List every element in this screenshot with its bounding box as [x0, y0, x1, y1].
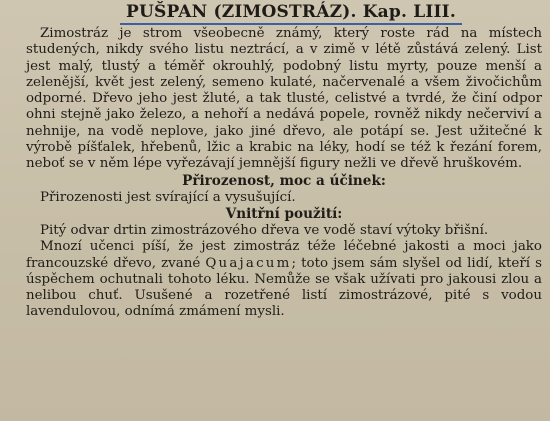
internal-use-paragraph: Pitý odvar drtin zimostrázového dřeva ve vodě staví výtoky břišní. — [40, 222, 489, 238]
description-paragraph: Zimostráz je strom všeobecně známý, který roste rád na místech studených, nikdy svého listu neztrácí, a v zimě v létě zůstává zelený. List jest malý, tlustý a téměř okrouhlý, podobný listu myrty, pouze menší a zelenější, květ jest zelený, semeno kulaté, načervenalé a všem živočichům odporné. Dřevo jeho jest žluté, a tak tlusté, celistvé a tvrdé, že činí odpor ohni stejně jako železo, a nehoří a nedává popele, rovněž nikdy nečerviví a nehnije, na vodě neplove, jako jiné dřevo, ale potápí se. Jest užitečné k výrobě píšťalek, hřebenů, lžic a krabic na léky, hodí se též k řezání forem, neboť se v něm lépe vyřezávají jemnější figury nežli ve dřevě hruškovém. — [26, 26, 542, 172]
quajacum-term: Quajacum — [205, 255, 292, 271]
scholars-paragraph — [26, 239, 542, 320]
nature-text: Přirozenosti jest svírající a vysušující. — [40, 189, 296, 205]
scholars-text-start: Mnozí učenci píší, že jest zimostráz téže léčebné jakosti a moci jako francouzské dřevo, zvané — [26, 239, 542, 271]
section-heading-nature: Přirozenost, moc a účinek: — [182, 172, 386, 189]
chapter-title-text: PUŠPAN (ZIMOSTRÁZ). Kap. LIII. — [120, 2, 462, 25]
scholars-text-end: ; toto jsem sám slyšel od lidí, kteří s úspěchem ochutnali tohoto léku. Nemůže se však užívati pro jakousi zlou a nelibou chuť. Usušené a rozetřené listí zimostrázové, pité s vodou lavendulovou, odnímá zmámení mysli. — [26, 255, 542, 320]
section-heading-internal-use: Vnitřní použití: — [225, 205, 343, 222]
chapter-title — [26, 2, 542, 25]
